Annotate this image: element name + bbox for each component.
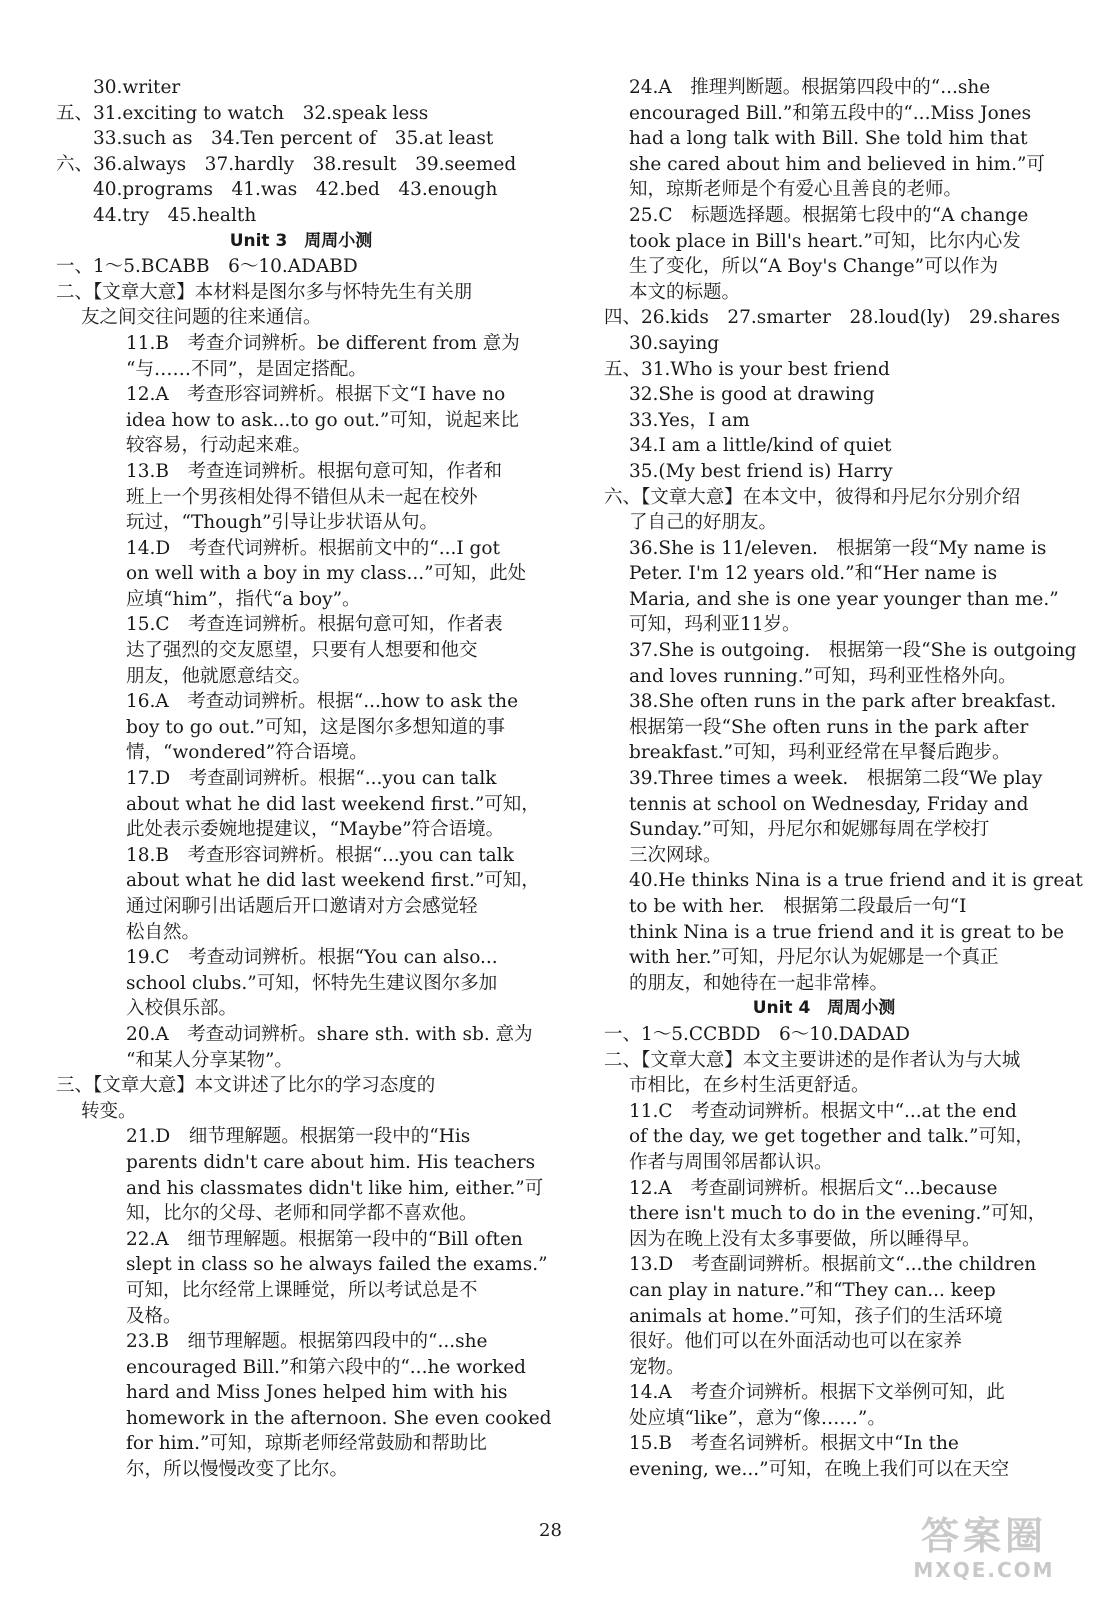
answer-line: 五、31.Who is your best friend	[604, 358, 890, 380]
answer-line: 六、【文章大意】在本文中，彼得和丹尼尔分别介绍	[604, 486, 1021, 508]
answer-line: about what he did last weekend first.”可知，	[126, 870, 540, 892]
answer-line: homework in the afternoon. She even cooked	[126, 1407, 552, 1429]
answer-line: 尔，所以慢慢改变了比尔。	[126, 1459, 349, 1481]
answer-line: 因为在晚上没有太多事要做，所以睡得早。	[629, 1228, 981, 1250]
answer-line: 达了强烈的交友愿望，只要有人想要和他交	[126, 640, 478, 662]
right-column	[604, 75, 1083, 1483]
answer-line: 一、1～5.CCBDD 6～10.DADAD	[604, 1023, 910, 1045]
answer-line: 根据第一段“She often runs in the park after	[629, 716, 1029, 738]
answer-line: think Nina is a true friend and it is great to be	[629, 921, 1065, 943]
answer-line: 30.writer	[93, 77, 181, 98]
answer-line: 39.Three times a week. 根据第二段“We play	[629, 768, 1043, 790]
answer-line: 转变。	[81, 1100, 137, 1122]
answer-line: 玩过，“Though”引导让步状语从句。	[126, 512, 438, 534]
answer-line: breakfast.”可知，玛利亚经常在早餐后跑步。	[629, 742, 1011, 764]
answer-line: 11.C 考查动词辨析。根据文中“...at the end	[629, 1100, 1017, 1122]
answer-line: 15.C 考查连词辨析。根据句意可知，作者表	[126, 614, 503, 636]
answer-line: 33.such as 34.Ten percent of 35.at least	[93, 128, 494, 150]
answer-line: 很好。他们可以在外面活动也可以在家养	[629, 1331, 963, 1353]
answer-line: she cared about him and believed in him.”可	[629, 153, 1045, 175]
answer-line: 及格。	[126, 1305, 182, 1327]
answer-line: can play in nature.”和“They can... keep	[629, 1279, 996, 1301]
answer-line: 14.A 考查介词辨析。根据下文举例可知，此	[629, 1382, 1005, 1404]
answer-line: 生了变化，所以“A Boy's Change”可以作为	[629, 256, 999, 278]
watermark-text-cn: 答案圈	[920, 1514, 1047, 1558]
answer-line: 12.A 考查形容词辨析。根据下文“I have no	[126, 384, 506, 406]
answer-line: 松自然。	[126, 921, 201, 943]
answer-line: there isn't much to do in the evening.”可知，	[629, 1203, 1047, 1225]
answer-line: 知，比尔的父母、老师和同学都不喜欢他。	[126, 1203, 478, 1225]
answer-line: 18.B 考查形容词辨析。根据“...you can talk	[126, 844, 514, 866]
answer-line: 了自己的好朋友。	[629, 512, 778, 534]
answer-line: 33.Yes，I am	[629, 409, 750, 431]
answer-line: 21.D 细节理解题。根据第一段中的“His	[126, 1126, 471, 1148]
answer-line: 12.A 考查副词辨析。根据后文“...because	[629, 1177, 998, 1199]
answer-line: 四、26.kids 27.smarter 28.loud(ly) 29.shares	[604, 307, 1061, 329]
answer-line: 此处表示委婉地提建议，“Maybe”符合语境。	[126, 819, 505, 841]
answer-line: “和某人分享某物”。	[126, 1049, 293, 1071]
answer-line: 入校俱乐部。	[126, 998, 238, 1020]
answer-line: 16.A 考查动词辨析。根据“...how to ask the	[126, 691, 519, 713]
section-heading-unit-4: Unit 4 周周小测	[752, 998, 896, 1019]
answer-line: 32.She is good at drawing	[629, 384, 875, 406]
answer-line: 五、31.exciting to watch 32.speak less	[56, 102, 429, 124]
answer-line: with her.”可知，丹尼尔认为妮娜是一个真正	[629, 947, 999, 969]
answer-line: 的朋友，和她待在一起非常棒。	[629, 972, 889, 994]
answer-line: 市相比，在乡村生活更舒适。	[629, 1075, 870, 1097]
answer-line: 通过闲聊引出话题后开口邀请对方会感觉轻	[126, 896, 478, 917]
answer-line: 朋友，他就愿意结交。	[126, 665, 312, 687]
answer-line: encouraged Bill.”和第六段中的“...he worked	[126, 1356, 527, 1378]
answer-line: 14.D 考查代词辨析。根据前文中的“...I got	[126, 537, 500, 559]
answer-line: 六、36.always 37.hardly 38.result 39.seemed	[56, 153, 517, 175]
answer-line: 宠物。	[629, 1356, 685, 1378]
answer-line: 较容易，行动起来难。	[126, 435, 312, 457]
answer-line: 25.C 标题选择题。根据第七段中的“A change	[629, 204, 1029, 226]
answer-line: 一、1～5.BCABB 6～10.ADABD	[56, 256, 358, 278]
answer-line: 23.B 细节理解题。根据第四段中的“...she	[126, 1331, 488, 1353]
answer-line: of the day, we get together and talk.”可知，	[629, 1126, 1034, 1148]
answer-line: 17.D 考查副词辨析。根据“...you can talk	[126, 768, 497, 790]
answer-line: 友之间交往问题的往来通信。	[81, 307, 322, 329]
answer-line: 44.try 45.health	[93, 204, 257, 226]
answer-line: “与……不同”，是固定搭配。	[126, 358, 367, 380]
answer-line: 二、【文章大意】本文主要讲述的是作者认为与大城	[604, 1049, 1021, 1071]
answer-line: 19.C 考查动词辨析。根据“You can also...	[126, 947, 498, 969]
answer-line: 作者与周围邻居都认识。	[629, 1151, 833, 1173]
answer-line: 三、【文章大意】本文讲述了比尔的学习态度的	[56, 1075, 436, 1097]
answer-line: 34.I am a little/kind of quiet	[629, 435, 892, 457]
answer-line: to be with her. 根据第二段最后一句“I	[629, 896, 967, 917]
answer-line: animals at home.”可知，孩子们的生活环境	[629, 1305, 1003, 1327]
answer-line: 本文的标题。	[629, 281, 741, 303]
answer-line: 37.She is outgoing. 根据第一段“She is outgoing	[629, 640, 1077, 662]
answer-line: Maria, and she is one year younger than me.”	[629, 588, 1059, 610]
answer-line: 应填“him”，指代“a boy”。	[126, 588, 361, 610]
answer-line: school clubs.”可知，怀特先生建议图尔多加	[126, 972, 498, 994]
answer-line: for him.”可知，琼斯老师经常鼓励和帮助比	[126, 1433, 487, 1455]
answer-line: idea how to ask...to go out.”可知，说起来比	[126, 409, 519, 431]
answer-line: 40.programs 41.was 42.bed 43.enough	[93, 179, 498, 201]
answer-line: 24.A 推理判断题。根据第四段中的“...she	[629, 77, 991, 98]
answer-line: tennis at school on Wednesday, Friday and	[629, 793, 1029, 815]
answer-line: 13.B 考查连词辨析。根据句意可知，作者和	[126, 460, 503, 482]
answer-line: 可知，玛利亚11岁。	[629, 614, 801, 636]
answer-line: 35.(My best friend is) Harry	[629, 460, 893, 482]
answer-line: encouraged Bill.”和第五段中的“...Miss Jones	[629, 102, 1032, 124]
left-column	[56, 75, 552, 1483]
answer-line: 处应填“like”，意为“像……”。	[629, 1407, 886, 1429]
answer-line: on well with a boy in my class...”可知，此处	[126, 563, 527, 585]
answer-line: Peter. I'm 12 years old.”和“Her name is	[629, 563, 998, 585]
section-heading-unit-3: Unit 3 周周小测	[229, 230, 373, 251]
answer-line: Sunday.”可知，丹尼尔和妮娜每周在学校打	[629, 819, 990, 841]
answer-line: 15.B 考查名词辨析。根据文中“In the	[629, 1433, 959, 1455]
answer-line: and loves running.”可知，玛利亚性格外向。	[629, 665, 1017, 687]
watermark-logo	[889, 1514, 1079, 1586]
answer-line: 情，“wondered”符合语境。	[126, 742, 368, 764]
answer-line: had a long talk with Bill. She told him that	[629, 128, 1028, 150]
answer-line: 班上一个男孩相处得不错但从未一起在校外	[126, 486, 478, 508]
watermark-text-en: MXQE.COM	[913, 1558, 1055, 1582]
answer-line: about what he did last weekend first.”可知，	[126, 793, 540, 815]
answer-line: 二、【文章大意】本材料是图尔多与怀特先生有关朋	[56, 281, 473, 303]
answer-line: 13.D 考查副词辨析。根据前文“...the children	[629, 1254, 1037, 1276]
answer-line: 22.A 细节理解题。根据第一段中的“Bill often	[126, 1228, 523, 1250]
page-number: 28	[539, 1520, 562, 1541]
answer-line: 三次网球。	[629, 844, 722, 866]
answer-line: 36.She is 11/eleven. 根据第一段“My name is	[629, 537, 1047, 559]
answer-line: and his classmates didn't like him, either.”可	[126, 1177, 544, 1199]
answer-line: hard and Miss Jones helped him with his	[126, 1382, 508, 1404]
answer-line: 38.She often runs in the park after breakfast.	[629, 691, 1057, 713]
answer-line: slept in class so he always failed the exams.”	[126, 1254, 548, 1276]
answer-line: boy to go out.”可知，这是图尔多想知道的事	[126, 716, 505, 738]
answer-line: evening, we...”可知，在晚上我们可以在天空	[629, 1459, 1010, 1481]
answer-line: 30.saying	[629, 332, 720, 354]
answer-line: 11.B 考查介词辨析。be different from 意为	[126, 332, 520, 354]
answer-line: took place in Bill's heart.”可知，比尔内心发	[629, 230, 1021, 252]
answer-line: parents didn't care about him. His teachers	[126, 1151, 536, 1173]
answer-line: 知，琼斯老师是个有爱心且善良的老师。	[629, 179, 963, 201]
answer-line: 40.He thinks Nina is a true friend and it is great	[629, 870, 1083, 892]
answer-line: 20.A 考查动词辨析。share sth. with sb. 意为	[126, 1023, 533, 1045]
answer-line: 可知，比尔经常上课睡觉，所以考试总是不	[126, 1279, 478, 1301]
